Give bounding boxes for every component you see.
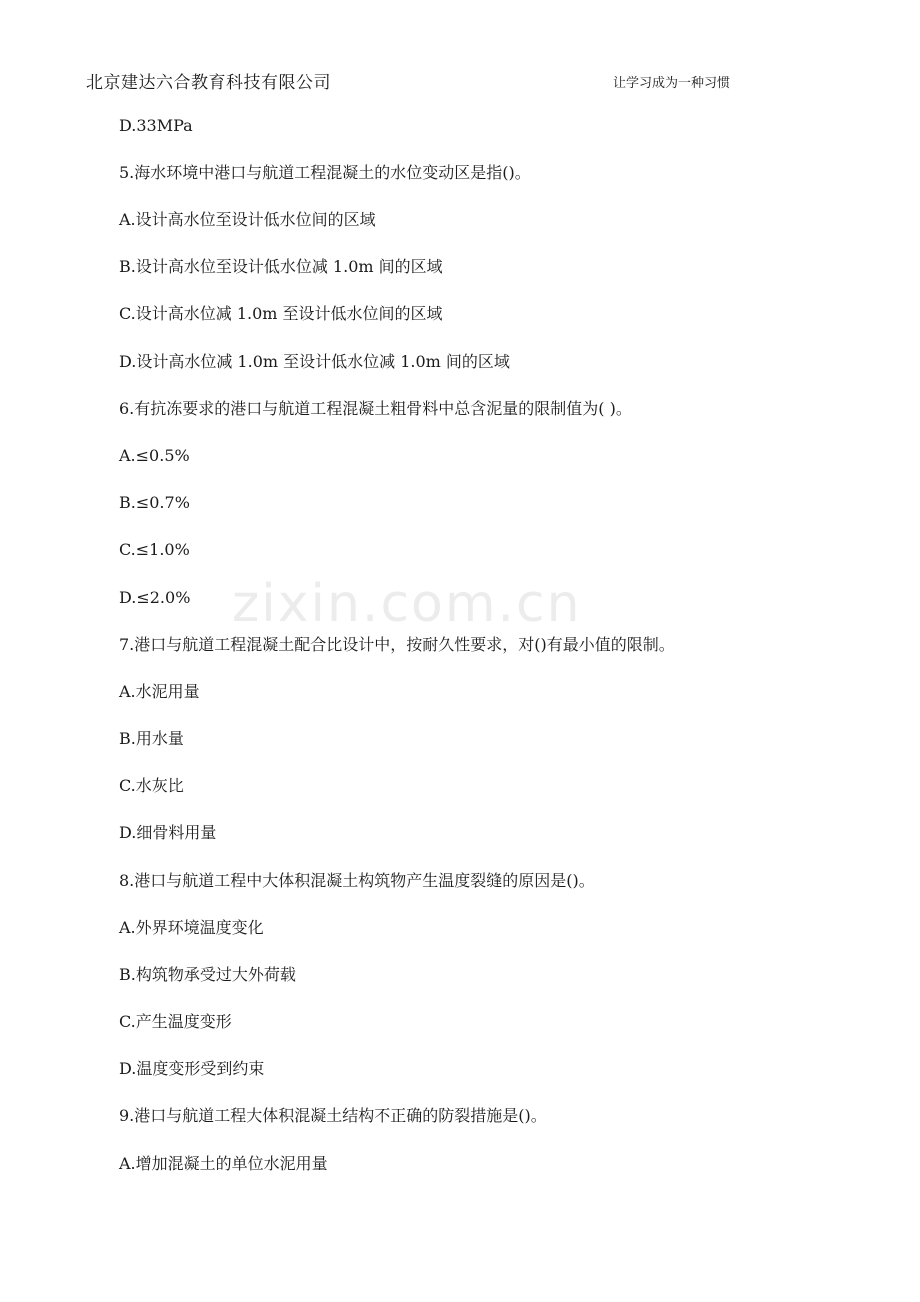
answer-option-5b: B.设计高水位至设计低水位减 1.0m 间的区域 xyxy=(119,257,443,276)
answer-option-6d: D.≤2.0% xyxy=(119,588,191,607)
answer-option-4d: D.33MPa xyxy=(119,116,193,135)
watermark: zixin.com.cn xyxy=(232,574,582,634)
answer-option-6a: A.≤0.5% xyxy=(119,446,190,465)
answer-option-7d: D.细骨料用量 xyxy=(119,823,217,842)
answer-option-5d: D.设计高水位减 1.0m 至设计低水位减 1.0m 间的区域 xyxy=(119,352,510,371)
answer-option-9a: A.增加混凝土的单位水泥用量 xyxy=(119,1154,328,1173)
question-5: 5.海水环境中港口与航道工程混凝土的水位变动区是指()。 xyxy=(119,163,531,182)
answer-option-6b: B.≤0.7% xyxy=(119,493,190,512)
answer-option-7c: C.水灰比 xyxy=(119,776,184,795)
answer-option-6c: C.≤1.0% xyxy=(119,540,190,559)
answer-option-5a: A.设计高水位至设计低水位间的区域 xyxy=(119,210,376,229)
answer-option-8a: A.外界环境温度变化 xyxy=(119,918,264,937)
header-slogan: 让学习成为一种习惯 xyxy=(613,76,731,91)
answer-option-5c: C.设计高水位减 1.0m 至设计低水位间的区域 xyxy=(119,304,443,323)
question-6: 6.有抗冻要求的港口与航道工程混凝土粗骨料中总含泥量的限制值为( )。 xyxy=(119,399,632,418)
question-8: 8.港口与航道工程中大体积混凝土构筑物产生温度裂缝的原因是()。 xyxy=(119,871,595,890)
header-company-name: 北京建达六合教育科技有限公司 xyxy=(86,73,331,93)
question-7: 7.港口与航道工程混凝土配合比设计中，按耐久性要求，对()有最小值的限制。 xyxy=(119,635,675,654)
answer-option-7b: B.用水量 xyxy=(119,729,184,748)
answer-option-7a: A.水泥用量 xyxy=(119,682,200,701)
answer-option-8d: D.温度变形受到约束 xyxy=(119,1059,265,1078)
answer-option-8c: C.产生温度变形 xyxy=(119,1012,232,1031)
answer-option-8b: B.构筑物承受过大外荷载 xyxy=(119,965,296,984)
question-9: 9.港口与航道工程大体积混凝土结构不正确的防裂措施是()。 xyxy=(119,1106,547,1125)
